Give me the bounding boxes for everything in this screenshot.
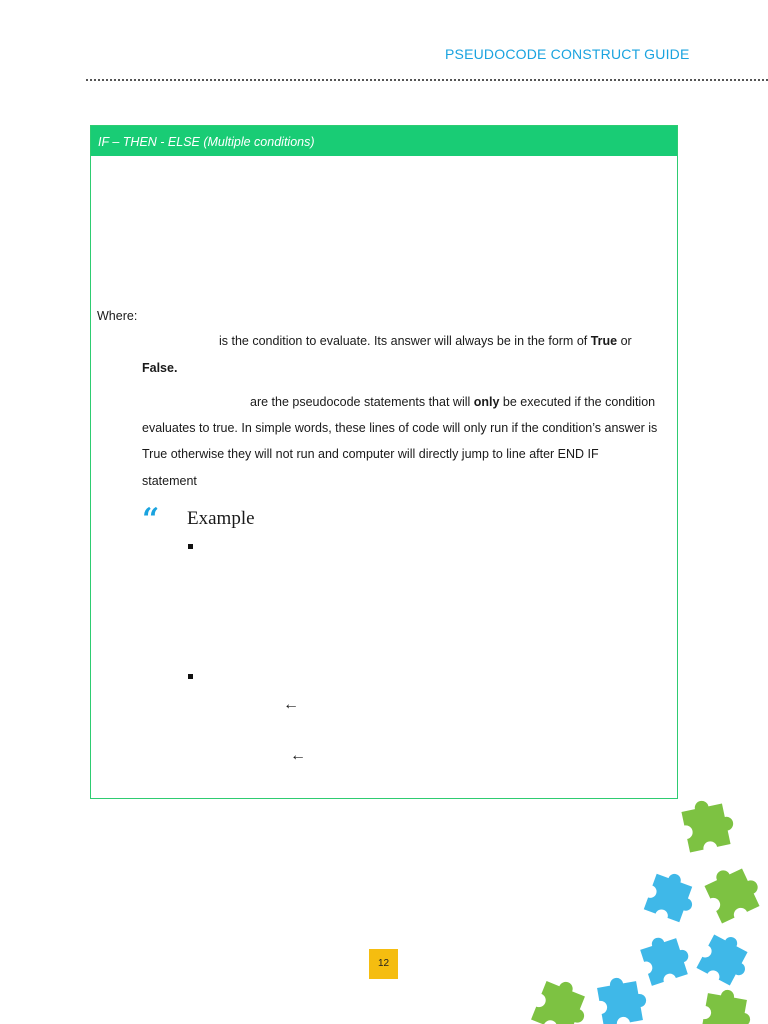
statement-line-3: True otherwise they will not run and computer will directly jump to line after END IF	[142, 447, 599, 461]
page-number: 12	[377, 958, 390, 969]
puzzle-piece-green-1	[680, 795, 737, 852]
true-keyword: True	[590, 334, 618, 348]
condition-description	[219, 334, 632, 348]
or-text: or	[617, 334, 632, 348]
box-heading: IF – THEN - ELSE (Multiple conditions)	[98, 135, 315, 149]
where-label: Where:	[97, 309, 138, 323]
only-keyword: only	[473, 395, 500, 409]
content-box	[90, 125, 678, 799]
puzzle-piece-green-2	[702, 859, 766, 923]
puzzle-piece-blue-1	[644, 868, 701, 925]
statement-text-a: are the pseudocode statements that will	[250, 395, 474, 409]
box-heading-bar	[91, 126, 677, 156]
puzzle-piece-green-4	[701, 987, 755, 1024]
puzzle-piece-blue-3	[696, 929, 756, 989]
puzzle-pieces-decoration	[510, 790, 768, 1024]
assign-arrow-1: ←	[283, 696, 299, 713]
page-number-badge	[369, 949, 398, 979]
example-title: Example	[187, 508, 255, 529]
bullet-1	[188, 544, 193, 549]
puzzle-piece-blue-2	[638, 930, 694, 986]
statement-line-2: evaluates to true. In simple words, these lines of code will only run if the condition’s answer is	[142, 421, 658, 435]
statement-line-4: statement	[142, 474, 197, 488]
bullet-2	[188, 674, 193, 679]
puzzle-piece-green-3	[531, 975, 594, 1024]
quote-icon: “	[142, 502, 160, 537]
puzzle-piece-blue-4	[596, 973, 650, 1024]
statement-description	[250, 395, 655, 409]
condition-text: is the condition to evaluate. Its answer will always be in the form of	[219, 334, 591, 348]
page-header-title: PSEUDOCODE CONSTRUCT GUIDE	[445, 46, 690, 62]
statement-text-b: be executed if the condition	[499, 395, 656, 409]
header-divider	[86, 79, 768, 81]
assign-arrow-2: ←	[290, 747, 306, 764]
false-keyword: False.	[142, 361, 178, 375]
